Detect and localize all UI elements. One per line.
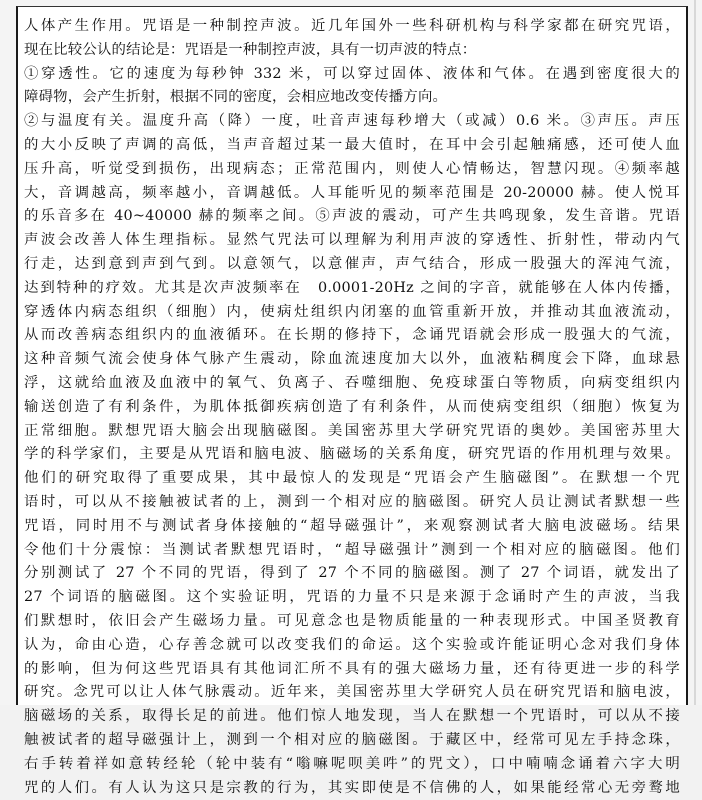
text-line: 输送创造了有利条件，为肌体抵御疾病创造了有利条件，从而使病变组织（细胞）恢复为 <box>24 396 680 420</box>
text-line: 研究。念咒可以让人体气脉震动。近年来，美国密苏里大学研究人员在研究咒语和脑电波， <box>24 681 680 705</box>
text-line: 穿透体内病态组织（细胞）内，使病灶组织内闭塞的血管重新开放，并推动其血液流动， <box>24 301 680 325</box>
text-line: 压升高，听觉受到损伤，出现病态；正常范围内，则使人心情畅达，智慧闪现。④频率越 <box>24 158 680 182</box>
document-page <box>16 6 688 705</box>
text-line: 右手转着祥如意转经轮（轮中装有“嗡嘛呢呗美吽”的咒文），口中喃喃念诵着六字大明 <box>24 753 680 777</box>
text-line: 达到特种的疗效。尤其是次声波频率在 0.0001-20Hz 之间的字音，就能够在人体内传播， <box>24 277 680 301</box>
text-line: 咒的人们。有人认为这只是宗教的行为，其实即使是不信佛的人，如果能经常心无旁鹜地 <box>24 777 680 800</box>
text-line: 的乐音多在 40~40000 赫的频率之间。⑤声波的震动，可产生共鸣现象，发生音谐。咒语 <box>24 205 680 229</box>
text-line: 令他们十分震惊：当测试者默想咒语时，“超导磁强计”测到一个相对应的脑磁图。他们 <box>24 539 680 563</box>
text-line: 行走，达到意到声到气到。以意领气，以意催声，声气结合，形成一股强大的浑沌气流， <box>24 253 680 277</box>
text-line: 触被试者的超导磁强计上，测到一个相对应的脑磁图。于藏区中，经常可见左手持念珠， <box>24 729 680 753</box>
text-line: ①穿透性。它的速度为每秒钟 332 米，可以穿过固体、液体和气体。在遇到密度很大的 <box>24 63 680 87</box>
viewer-edge <box>694 0 696 705</box>
text-line: 从而改善病态组织内的血液循环。在长期的修持下，念诵咒语就会形成一股强大的气流， <box>24 324 680 348</box>
text-line: 人体产生作用。咒语是一种制控声波。近几年国外一些科研机构与科学家都在研究咒语， <box>24 15 680 39</box>
text-line: 这种音频气流会使身体气脉产生震动，除血流速度加大以外，血液粘稠度会下降，血球悬 <box>24 348 680 372</box>
text-line: ②与温度有关。温度升高（降）一度，吐音声速每秒增大（或减）0.6 米。③声压。声压 <box>24 110 680 134</box>
text-line: 学的科学家们，主要是从咒语和脑电波、脑磁场的关系角度，研究咒语的作用机理与效果。 <box>24 443 680 467</box>
text-line: 现在比较公认的结论是：咒语是一种制控声波，具有一切声波的特点： <box>24 39 680 63</box>
text-line: 认为，命由心造，心存善念就可以改变我们的命运。这个实验或许能证明心念对我们身体 <box>24 634 680 658</box>
text-line: 咒语，同时用不与测试者身体接触的“超导磁强计”，来观察测试者大脑电波磁场。结果 <box>24 515 680 539</box>
text-line: 脑磁场的关系，取得长足的前进。他们惊人地发现，当人在默想一个咒语时，可以从不接 <box>24 705 680 729</box>
text-line: 声波会改善人体生理指标。显然气咒法可以理解为利用声波的穿透性、折射性，带动内气 <box>24 229 680 253</box>
text-line: 浮，这就给血液及血液中的氧气、负离子、吞噬细胞、免疫球蛋白等物质，向病变组织内 <box>24 372 680 396</box>
text-line: 的大小反映了声调的高低，当声音超过某一最大值时，在耳中会引起触痛感，还可使人血 <box>24 134 680 158</box>
text-line: 正常细胞。默想咒语大脑会出现脑磁图。美国密苏里大学研究咒语的奥妙。美国密苏里大 <box>24 420 680 444</box>
text-line: 分别测试了 27 个不同的咒语，得到了 27 个不同的脑磁图。测了 27 个词语，就发出了 <box>24 562 680 586</box>
text-line: 大，音调越高，频率越小，音调越低。人耳能听见的频率范围是 20-20000 赫。使人悦耳 <box>24 182 680 206</box>
text-line: 的影响，但为何这些咒语具有其他词汇所不具有的强大磁场力量，还有待更进一步的科学 <box>24 658 680 682</box>
text-line: 语时，可以从不接触被试者的上，测到一个相对应的脑磁图。研究人员让测试者默想一些 <box>24 491 680 515</box>
document-body-text <box>24 15 680 800</box>
text-line: 们默想时，依旧会产生磁场力量。可见意念也是物质能量的一种表现形式。中国圣贤教育 <box>24 610 680 634</box>
text-line: 障碍物，会产生折射，根据不同的密度，会相应地改变传播方向。 <box>24 86 680 110</box>
text-line: 27 个词语的脑磁图。这个实验证明，咒语的力量不只是来源于念诵时产生的声波，当我 <box>24 586 680 610</box>
text-line: 他们的研究取得了重要成果，其中最惊人的发现是“咒语会产生脑磁图”。在默想一个咒 <box>24 467 680 491</box>
